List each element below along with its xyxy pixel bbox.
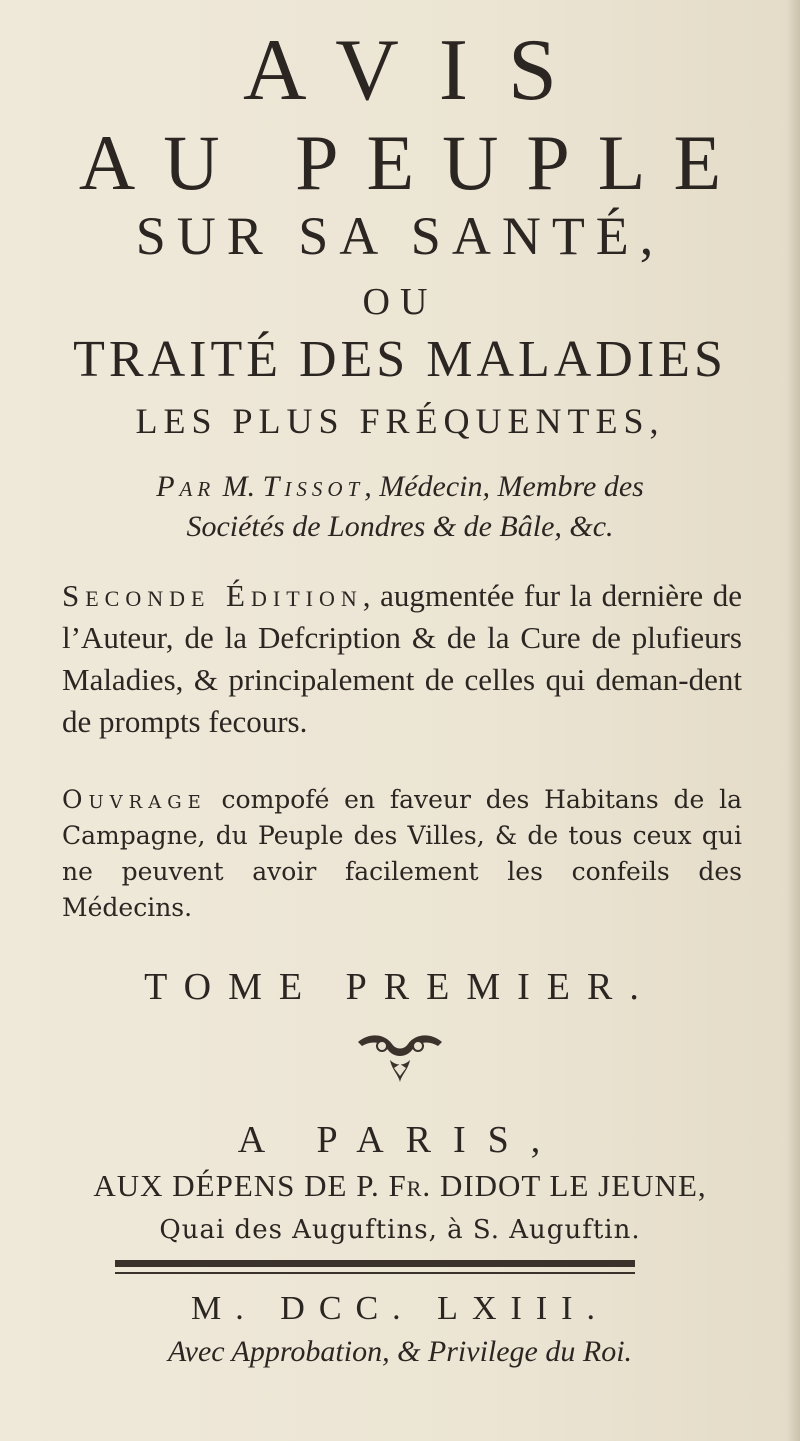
imprint-address: Quai des Auguftins, à S. Auguftin. [159,1215,641,1245]
thick-rule [115,1260,635,1267]
title-avis: AVIS [242,22,597,119]
work-paragraph [62,782,742,926]
volume-label: TOME PREMIER. [144,966,656,1008]
work-text: compofé en faveur des Habitans de la Campagne, du Peuple des Villes, & de tous ceux qui ne peuvent avoir facilement les confeils des Médecins. [62,785,742,922]
author-surname: Tissot [262,470,365,503]
author-line [0,470,800,504]
author-role: , Médecin, Membre des [364,470,644,503]
author-prefix: Par [156,470,216,503]
author-societies: Sociétés de Londres & de Bâle, &c. [186,510,614,543]
edition-lead: Seconde Édition [62,578,363,613]
work-lead: Ouvrage [62,785,207,814]
imprint-city: A PARIS, [237,1119,563,1161]
publisher-prefix: AUX DÉPENS DE P. [93,1168,389,1203]
author-abbr: M. [222,470,256,503]
thin-rule [115,1272,635,1274]
approbation-line: Avec Approbation, & Privilege du Roi. [167,1335,633,1368]
edition-text: , augmentée fur la dernière de l’Auteur, de la Defcription & de la Cure de plufieurs Maladies, & principalement de celles qui deman-dent de prompts fecours. [62,578,742,739]
title-sur-sa-sante: SUR SA SANTÉ, [135,206,665,266]
imprint-publisher [0,1168,800,1204]
printer-ornament-icon [340,1030,460,1090]
imprint-date: M. DCC. LXIII. [191,1290,609,1327]
edition-paragraph [62,575,742,743]
title-plus-frequentes: LES PLUS FRÉQUENTES, [135,401,665,441]
publisher-suffix: DIDOT LE JEUNE, [431,1168,707,1203]
title-au-peuple: AU PEUPLE [78,119,750,206]
publisher-abbr: Fr. [388,1168,432,1203]
title-traite-des-maladies: TRAITÉ DES MALADIES [73,331,727,388]
title-ou: OU [362,281,438,323]
